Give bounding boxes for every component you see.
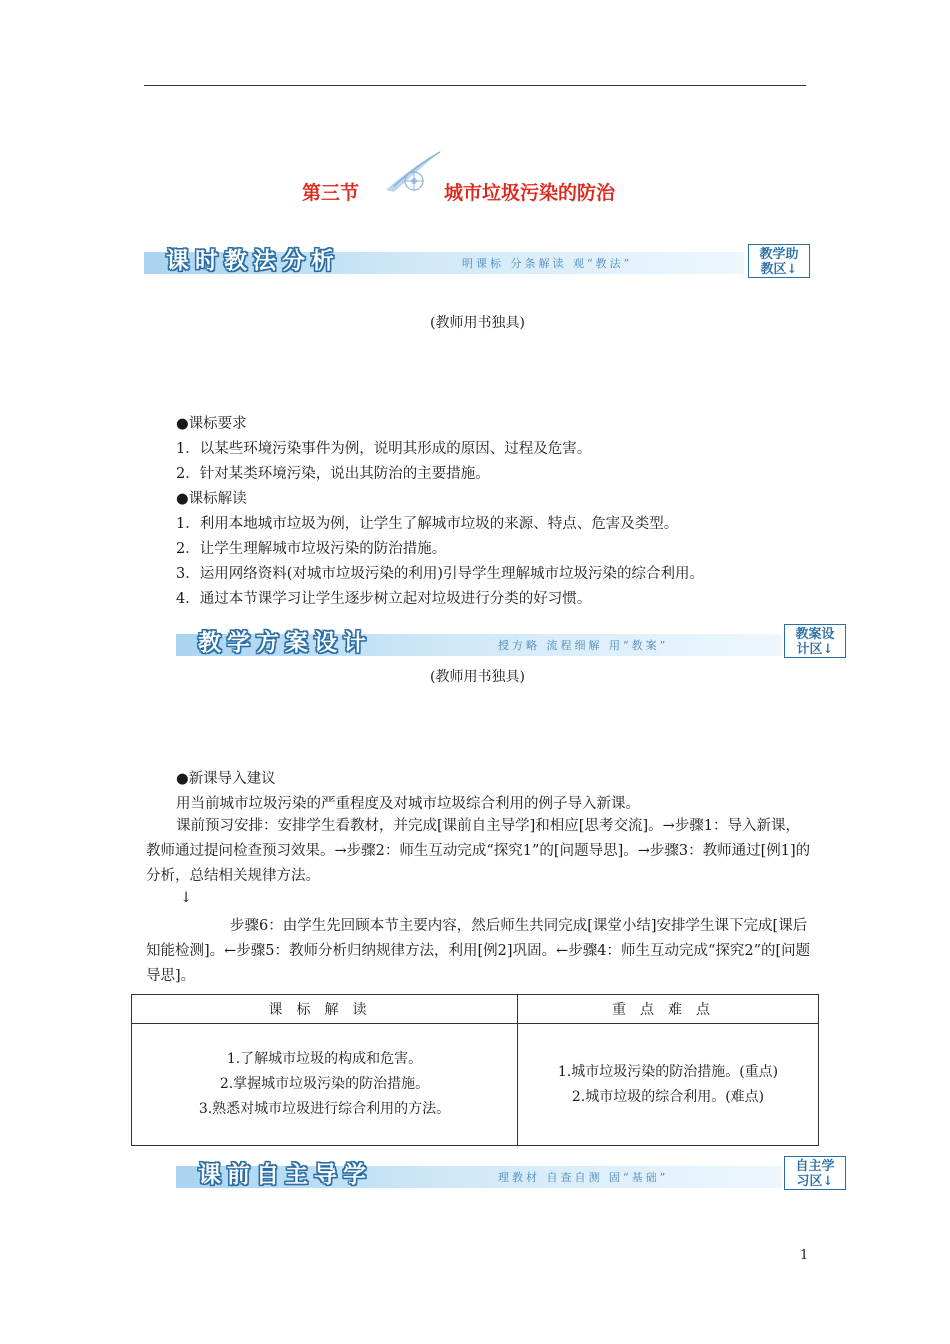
intro-heading: ●新课导入建议 — [176, 771, 276, 787]
table-cell-key-points — [518, 1024, 819, 1146]
table-cell-interpretation — [132, 1024, 518, 1146]
band-tag-self-study[interactable] — [784, 1156, 846, 1190]
objectives-table — [131, 994, 819, 1146]
intro-paragraph: 课前预习安排：安排学生看教材，并完成[课前自主导学]和相应[思考交流]。→步骤1：导入新课，教师通过提问检查预习效果。→步骤2：师生互动完成“探究1”的[问题导思]。→步骤3：教师通过[例1]的分析，总结相关规律方法。 — [146, 818, 811, 884]
table-item: 1.城市垃圾污染的防治措施。(重点) — [557, 1063, 779, 1080]
interpretation-item: 1．利用本地城市垃圾为例，让学生了解城市垃圾的来源、特点、危害及类型。 — [176, 516, 679, 532]
table-item: 2.掌握城市垃圾污染的防治措施。 — [219, 1076, 430, 1092]
requirement-item: 1．以某些环境污染事件为例，说明其形成的原因、过程及危害。 — [176, 441, 592, 457]
band-self-study — [176, 1158, 782, 1188]
interpretation-item: 4．通过本节课学习让学生逐步树立起对垃圾进行分类的好习惯。 — [176, 591, 592, 607]
band-tag-teaching-aid[interactable] — [748, 244, 810, 278]
band-tag-lesson-plan[interactable] — [784, 624, 846, 658]
interpretation-heading: ●课标解读 — [176, 491, 247, 507]
band-subtitle: 明课标 分条解读 观“教法” — [462, 257, 633, 270]
requirements-heading: ●课标要求 — [176, 416, 247, 432]
section-title: 城市垃圾污染的防治 — [444, 182, 616, 204]
table-item: 2.城市垃圾的综合利用。(难点) — [571, 1088, 765, 1105]
table-header-interpretation: 课标解读 — [132, 995, 518, 1024]
steps-paragraph: 步骤6：由学生先回顾本节主要内容，然后师生共同完成[课堂小结]安排学生课下完成[课后知能检测]。←步骤5：教师分析归纳规律方法，利用[例2]巩固。←步骤4：师生互动完成“探究2”的[问题导思]。 — [146, 918, 811, 984]
header-rule — [144, 85, 806, 86]
tag-line: 教区↓ — [760, 262, 798, 277]
down-arrow-icon: ↓ — [180, 890, 193, 906]
requirement-item: 2．针对某类环境污染，说出其防治的主要措施。 — [176, 466, 490, 482]
band-teaching-plan — [176, 626, 782, 656]
table-header-key-points: 重点难点 — [518, 995, 819, 1024]
band-lesson-analysis — [144, 244, 744, 274]
interpretation-item: 2．让学生理解城市垃圾污染的防治措施。 — [176, 541, 447, 557]
page-number: 1 — [800, 1248, 809, 1263]
tag-line: 习区↓ — [796, 1174, 834, 1189]
teacher-only-note: (教师用书独具) — [430, 669, 525, 685]
band-title: 教学方案设计 — [198, 629, 372, 656]
table-item: 3.熟悉对城市垃圾进行综合利用的方法。 — [198, 1101, 451, 1117]
band-title: 课时教法分析 — [166, 247, 340, 274]
teacher-only-note: (教师用书独具) — [430, 315, 525, 331]
section-label: 第三节 — [302, 182, 360, 204]
tag-line: 计区↓ — [796, 642, 834, 657]
tag-line: 教案设 — [795, 627, 835, 642]
tag-line: 教学助 — [759, 247, 799, 262]
compass-arrow-icon — [380, 146, 446, 200]
band-subtitle: 理教材 自查自测 固“基础” — [498, 1171, 669, 1184]
band-title: 课前自主导学 — [198, 1161, 372, 1188]
intro-line: 用当前城市垃圾污染的严重程度及对城市垃圾综合利用的例子导入新课。 — [176, 796, 640, 812]
interpretation-item: 3．运用网络资料(对城市垃圾污染的利用)引导学生理解城市垃圾污染的综合利用。 — [176, 566, 705, 582]
tag-line: 自主学 — [795, 1159, 835, 1174]
table-item: 1.了解城市垃圾的构成和危害。 — [226, 1051, 423, 1067]
band-subtitle: 授方略 流程细解 用“教案” — [498, 639, 669, 652]
